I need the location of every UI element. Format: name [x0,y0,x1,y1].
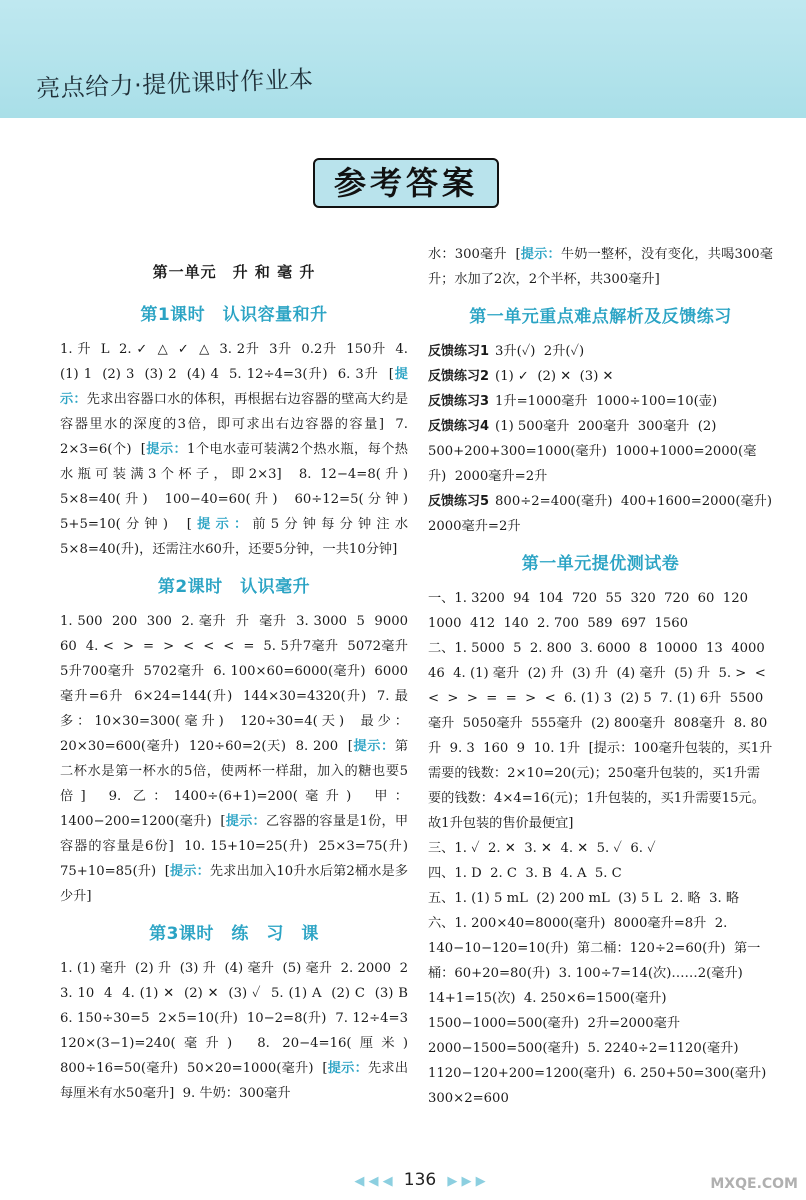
section-title-lesson2: 第2课时 认识毫升 [157,577,311,597]
hint-label: 提示： [327,1061,369,1076]
answer-text: 先求出每厘米有水50毫升] 9. 牛奶：300毫升 [60,1061,409,1101]
hint-label: 提示： [352,739,395,754]
feedback-label: 反馈练习4 [428,419,490,434]
hint-label: 提示： [60,367,408,407]
left-column [60,255,417,1106]
test-part: 五、1. (1) 5 mL (2) 200 mL (3) 5 L 2. 略 3. 略 [428,891,740,906]
answer-text: 第二杯水是第一杯水的5倍，使两杯一样甜，加入的糖也要5倍] 9. 乙：1400÷(6+1)=200(毫升) 甲：1400−200=1200(毫升) [ [60,739,409,829]
book-title: 亮点给力·提优课时作业本 [35,65,315,103]
test-part: 四、1. D 2. C 3. B 4. A 5. C [428,866,622,881]
feedback-label: 反馈练习5 [428,494,490,509]
feedback-row [428,364,773,389]
hint-label: 提示： [225,814,266,829]
page-title: 参考答案 [313,158,499,208]
answer-text: 1个电水壶可装满2个热水瓶，每个热水瓶可装满3个杯子，即2×3] 8. 12−4=8(升) 5×8=40(升) 100−40=60(升) 60÷12=5(分钟) 5+5=10(分钟) [ [60,442,417,532]
answer-text: 1. 500 200 300 2. 毫升 升 毫升 3. 3000 5 9000 60 4. < > = > < < < = 5. 5升7毫升 5072毫升 5升700毫升 5702毫升 6. 100×60=6000(毫升) 6000毫升=6升 6×24=144(升) 144×30=4320(升) 7. 最多：10×30=300(毫升) 120÷30=4(天) 最少：20×30=600(毫升) 120÷60=2(天) 8. 200 [ [60,614,417,754]
answer-text: 先求出容器口水的体积，再根据右边容器的壁高大约是容器里水的深度的3倍，即可求出右边容器的容量] 7. 2×3=6(个) [ [60,392,413,457]
watermark: MXQE.COM [710,1176,798,1192]
right-column [428,242,781,1111]
feedback-text: 1升=1000毫升 1000÷100=10(壶) [495,394,718,409]
answers-lesson2 [60,609,417,909]
page-number: 136 [403,1170,437,1190]
page-footer [340,1170,500,1190]
test-part: 三、1. ✓ 2. ✕ 3. ✕ 4. ✕ 5. ✓ 6. ✓ [428,841,656,856]
answer-text: 前5分钟每分钟注水5×8=40(升)，还需注水60升，还要5分钟，一共10分钟] [60,517,409,557]
answers-lesson3 [60,956,417,1106]
feedback-text: 3升(✓) 2升(✓) [495,344,585,359]
answer-text: 乙容器的容量是1份，甲容器的容量是6份] 10. 15+10=25(升) 25×3=75(升) 75+10=85(升) [ [60,814,417,879]
feedback-text: (1) 500毫升 200毫升 300毫升 (2) 500+200+300=1000(毫升) 1000+1000=2000(毫升) 2000毫升=2升 [428,419,757,484]
section-title-lesson3: 第3课时 练 习 课 [149,924,319,944]
unit-title: 第一单元 升 和 毫 升 [152,263,316,281]
section-title-feedback: 第一单元重点难点解析及反馈练习 [469,307,732,327]
answer-text: 牛奶一整杯，没有变化，共喝300毫升；水加了2次，2个半杯，共300毫升] [428,247,773,287]
answer-text: 1. 升 L 2. ✓ △ ✓ △ 3. 2升 3升 0.2升 150升 4. (1) 1 (2) 3 (3) 2 (4) 4 5. 12÷4=3(升) 6. 3升 [ [60,342,413,382]
answer-text: 水：300毫升 [ [428,247,521,262]
feedback-row [428,414,773,489]
feedback-text: 800÷2=400(毫升) 400+1600=2000(毫升) 2000毫升=2升 [428,494,781,534]
test-part: 二、1. 5000 5 2. 800 3. 6000 8 10000 13 4000 46 4. (1) 毫升 (2) 升 (3) 升 (4) 毫升 (5) 升 5. > < < > > = = > < 6. (1) 3 (2) 5 7. (1) 6升 5500毫升 5050毫升 555毫升 (2) 800毫升 808毫升 8. 80升 9. 3 160 9 10. 1升 [提示：100毫升包装的，买1升需要的钱数：2×10=20(元)；250毫升包装的，买1升需要的钱数：4×4=16(元)；1升包装的，买1升需要15元。故1升包装的售价最便宜] [428,641,775,831]
right-arrows-icon: ▶ ▶ ▶ [447,1174,486,1189]
feedback-row [428,489,781,539]
feedback-row [428,339,773,364]
answer-text: 先求出加入10升水后第2桶水是多少升] [60,864,409,904]
test-part: 六、1. 200×40=8000(毫升) 8000毫升=8升 2. 140−10−120=10(升) 第二桶：120÷2=60(升) 第一桶：60+20=80(升) 3. 100÷7=14(次)……2(毫升) 14+1=15(次) 4. 250×6=1500(毫升) 1500−1000=500(毫升) 2升=2000毫升 2000−1500=500(毫升) 5. 2240÷2=1120(毫升) 1120−120+200=1200(毫升) 6. 250+50=300(毫升) 300×2=600 [428,916,775,1106]
test-part: 一、1. 3200 94 104 720 55 320 720 60 120 1000 412 140 2. 700 589 697 1560 [428,591,757,631]
section-title-lesson1: 第1课时 认识容量和升 [140,305,328,325]
hint-label: 提示： [145,442,188,457]
hint-label: 提示： [169,864,210,879]
answers-lesson1 [60,337,417,562]
feedback-text: (1) ✓ (2) ✕ (3) ✕ [495,369,614,384]
answers-continued [428,242,773,292]
feedback-label: 反馈练习3 [428,394,490,409]
hint-label: 提示： [520,247,561,262]
feedback-label: 反馈练习1 [428,344,490,359]
feedback-row [428,389,773,414]
hint-label: 提示： [191,517,253,532]
feedback-label: 反馈练习2 [428,369,490,384]
left-arrows-icon: ◀ ◀ ◀ [354,1174,393,1189]
answer-text: 1. (1) 毫升 (2) 升 (3) 升 (4) 毫升 (5) 毫升 2. 2000 2 3. 10 4 4. (1) ✕ (2) ✕ (3) ✓ 5. (1) A (2) C (3) B 6. 150÷30=5 2×5=10(升) 10−2=8(升) 7. 12÷4=3 120×(3−1)=240(毫升) 8. 20−4=16(厘米) 800÷16=50(毫升) 50×20=1000(毫升) [ [60,961,417,1076]
section-title-test: 第一单元提优测试卷 [521,554,680,574]
